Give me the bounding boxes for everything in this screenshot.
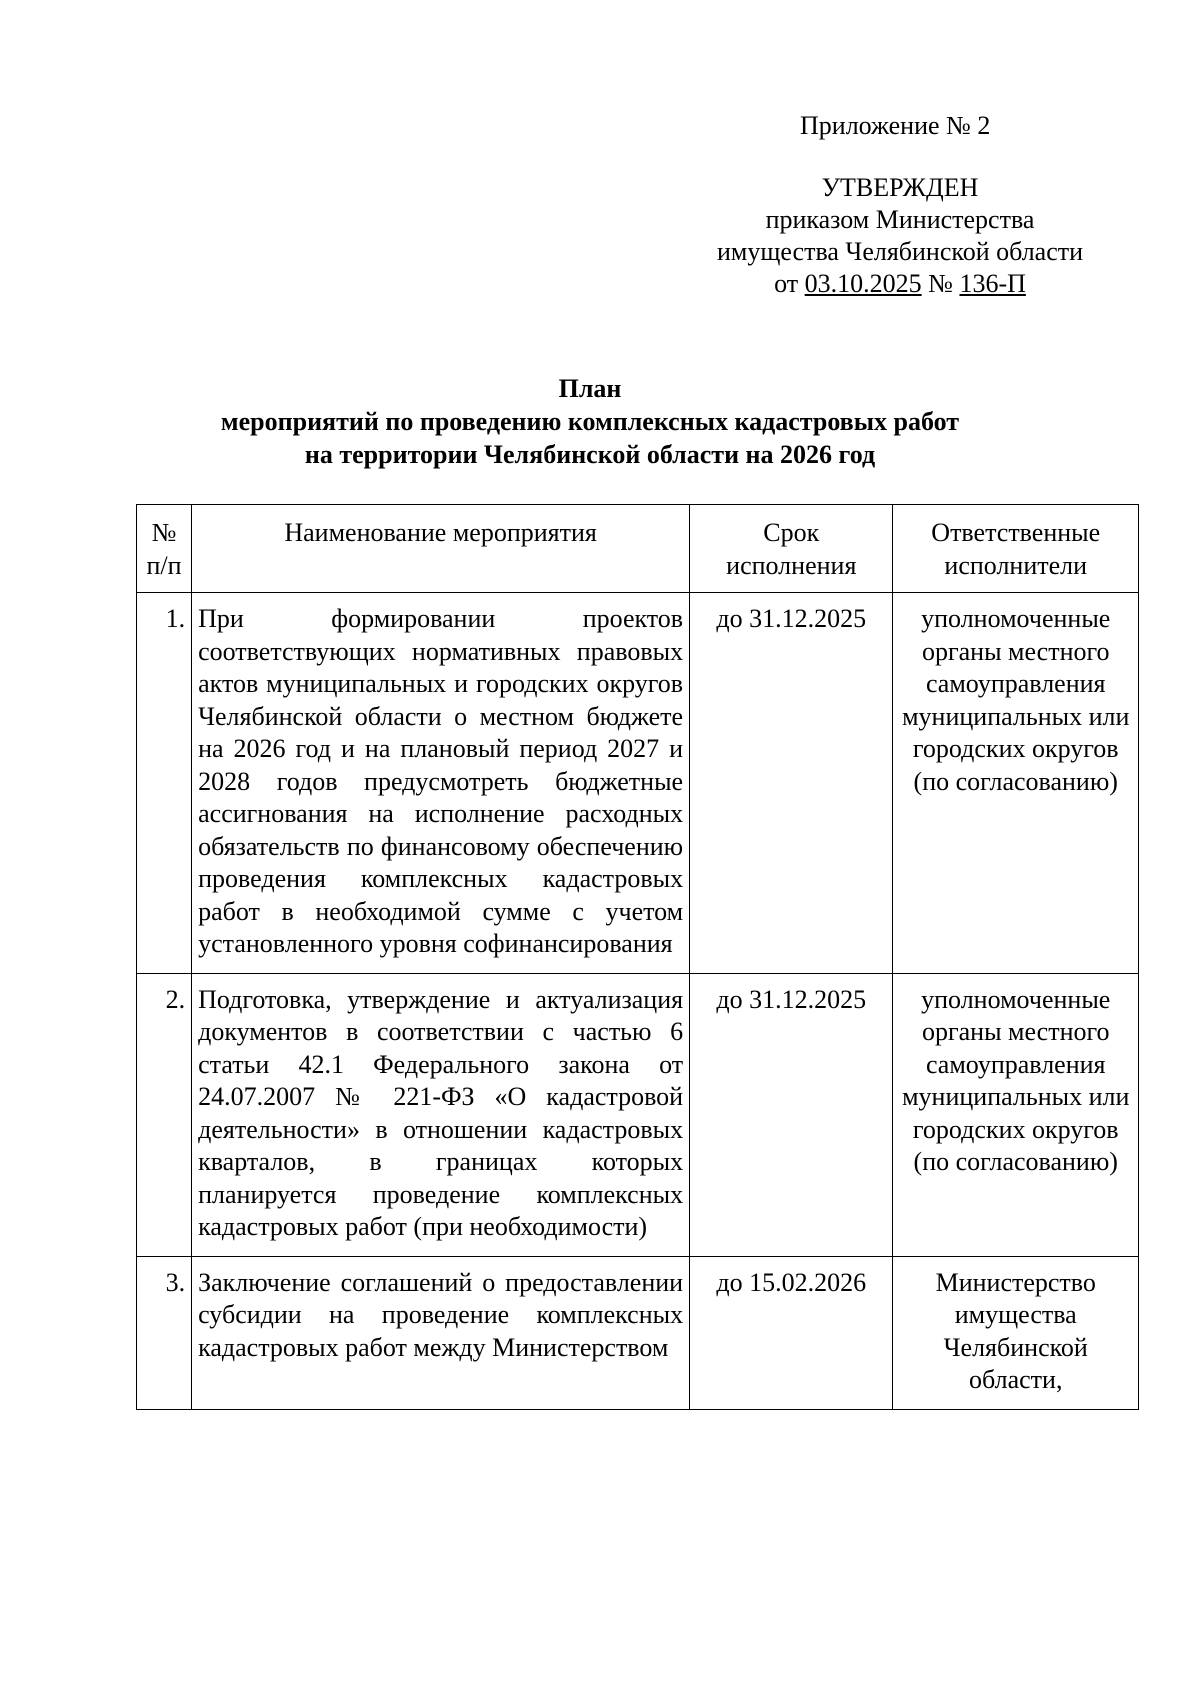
row-resp: уполномоченные органы местного самоуправления муниципальных или городских округов (по согласованию) (893, 593, 1139, 974)
row-num: 1. (137, 593, 192, 974)
row-resp: уполномоченные органы местного самоуправления муниципальных или городских округов (по согласованию) (893, 973, 1139, 1256)
order-line-2: имущества Челябинской области (716, 237, 1084, 266)
row-name: Подготовка, утверждение и актуализация документов в соответствии с частью 6 статьи 42.1 Федерального закона от 24.07.2007 № 221-ФЗ «О кадастровой деятельности» в отношении кадастровых кварталов, в границах которых планируется проведение комплексных кадастровых работ (при необходимости) (192, 973, 690, 1256)
plan-title-line-1: План (558, 374, 622, 403)
row-num: 3. (137, 1256, 192, 1409)
row-name: Заключение соглашений о предоставлении субсидии на проведение комплексных кадастровых работ между Министерством (192, 1256, 690, 1409)
annex-label: Приложение № 2 (800, 111, 991, 140)
plan-table (136, 504, 1139, 1410)
row-num: 2. (137, 973, 192, 1256)
header-num: № п/п (137, 505, 192, 593)
date-prefix: от (774, 269, 799, 298)
plan-title-line-3: на территории Челябинской области на 2026 год (304, 440, 876, 469)
header-term: Срок исполнения (690, 505, 893, 593)
table-row (137, 973, 1139, 1256)
table-row (137, 1256, 1139, 1409)
order-date-line (690, 268, 1110, 300)
header-name: Наименование мероприятия (192, 505, 690, 593)
table-row (137, 593, 1139, 974)
row-term: до 15.02.2026 (690, 1256, 893, 1409)
plan-title-line-2: мероприятий по проведению комплексных кадастровых работ (220, 407, 960, 436)
plan-title (130, 372, 1050, 471)
order-line-1: приказом Министерства (765, 205, 1035, 234)
order-number: 136-П (959, 269, 1026, 298)
row-term: до 31.12.2025 (690, 593, 893, 974)
row-name: При формировании проектов соответствующих нормативных правовых актов муниципальных и городских округов Челябинской области о местном бюджете на 2026 год и на плановый период 2027 и 2028 годов предусмотреть бюджетные ассигнования на исполнение расходных обязательств по финансовому обеспечению проведения комплексных кадастровых работ в необходимой сумме с учетом установленного уровня софинансирования (192, 593, 690, 974)
number-prefix: № (928, 269, 953, 298)
approved-label: УТВЕРЖДЕН (821, 173, 979, 202)
row-term: до 31.12.2025 (690, 973, 893, 1256)
approval-block (690, 110, 1110, 300)
header-resp: Ответственные исполнители (893, 505, 1139, 593)
row-resp: Министерство имущества Челябинской области, (893, 1256, 1139, 1409)
table-header-row (137, 505, 1139, 593)
order-date: 03.10.2025 (804, 269, 922, 298)
